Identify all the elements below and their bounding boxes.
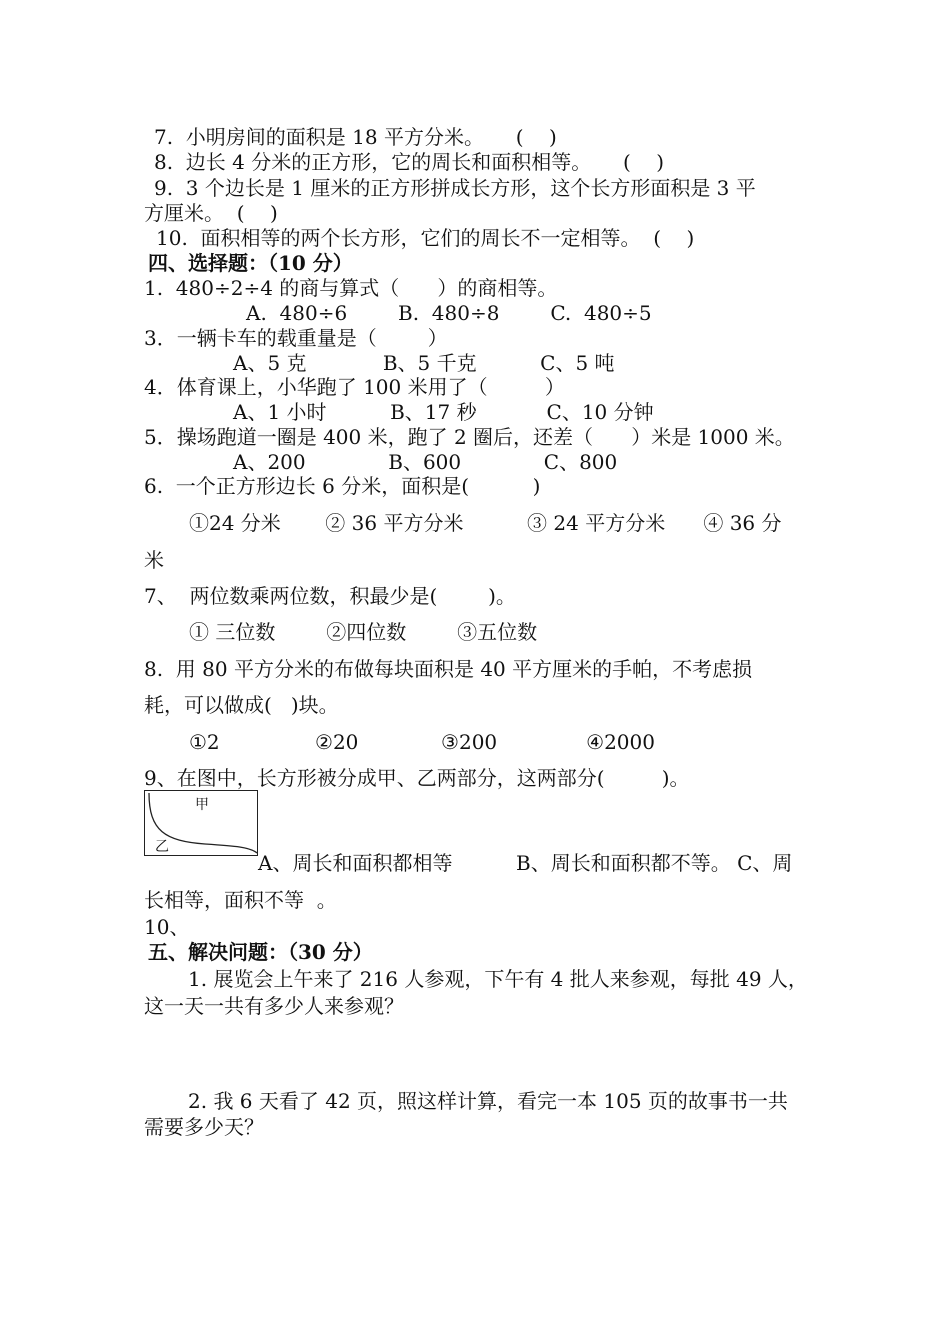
choice-q5: 5．操场跑道一圈是 400 米，跑了 2 圈后，还差（ ）米是 1000 米。	[144, 425, 795, 449]
choice-q1-options: A. 480÷6 B. 480÷8 C. 480÷5	[246, 301, 652, 325]
choice-q6-options-cont: 米	[144, 548, 164, 572]
problem1-line2: 这一天一共有多少人来参观？	[144, 994, 404, 1018]
section5-heading: 五、解决问题：（30 分）	[148, 940, 373, 964]
choice-q3-options: A、5 克 B、5 千克 C、5 吨	[233, 351, 615, 375]
choice-q4-options: A、1 小时 B、17 秒 C、10 分钟	[233, 400, 654, 424]
region-yi-label: 乙	[155, 839, 169, 855]
choice-q8-line1: 8. 用 80 平方分米的布做每块面积是 40 平方厘米的手帕，不考虑损	[144, 657, 753, 681]
problem2-line1: 2. 我 6 天看了 42 页，照这样计算，看完一本 105 页的故事书一共	[188, 1089, 788, 1113]
choice-q8-options: ①2 ②20 ③200 ④2000	[189, 730, 655, 754]
choice-q10: 10、	[144, 915, 190, 939]
choice-q9: 9、在图中，长方形被分成甲、乙两部分，这两部分( )。	[144, 766, 690, 790]
judge-q9-line1: 9. 3 个边长是 1 厘米的正方形拼成长方形，这个长方形面积是 3 平	[154, 176, 756, 200]
choice-q9-options: A、周长和面积都相等 B、周长和面积都不等。 C、周	[258, 851, 793, 875]
choice-q7-options: ① 三位数 ②四位数 ③五位数	[189, 620, 538, 644]
judge-q10: 10. 面积相等的两个长方形，它们的周长不一定相等。 ( )	[156, 226, 695, 250]
choice-q3: 3．一辆卡车的载重量是（ ）	[144, 326, 448, 350]
problem1-line1: 1. 展览会上午来了 216 人参观，下午有 4 批人来参观，每批 49 人，	[188, 967, 808, 991]
choice-q8-line2: 耗，可以做成( )块。	[144, 693, 339, 717]
choice-q5-options: A、200 B、600 C、800	[233, 450, 618, 474]
choice-q9-options-cont: 长相等，面积不等 。	[144, 888, 337, 912]
choice-q6: 6. 一个正方形边长 6 分米，面积是( )	[144, 474, 541, 498]
section4-heading: 四、选择题：（10 分）	[148, 251, 353, 275]
judge-q9-line2: 方厘米。 ( )	[144, 201, 278, 225]
judge-q8: 8. 边长 4 分米的正方形，它的周长和面积相等。 ( )	[154, 150, 665, 174]
problem2-line2: 需要多少天？	[144, 1115, 264, 1139]
choice-q1: 1. 480÷2÷4 的商与算式（ ）的商相等。	[144, 276, 558, 300]
choice-q6-options: ①24 分米 ② 36 平方分米 ③ 24 平方分米 ④ 36 分	[189, 511, 782, 535]
choice-q4: 4．体育课上，小华跑了 100 米用了（ ）	[144, 375, 565, 399]
region-jia-label: 甲	[195, 797, 209, 813]
choice-q7: 7、 两位数乘两位数，积最少是( )。	[144, 584, 516, 608]
judge-q7: 7. 小明房间的面积是 18 平方分米。 ( )	[154, 125, 557, 149]
divided-rectangle-figure	[144, 790, 258, 856]
